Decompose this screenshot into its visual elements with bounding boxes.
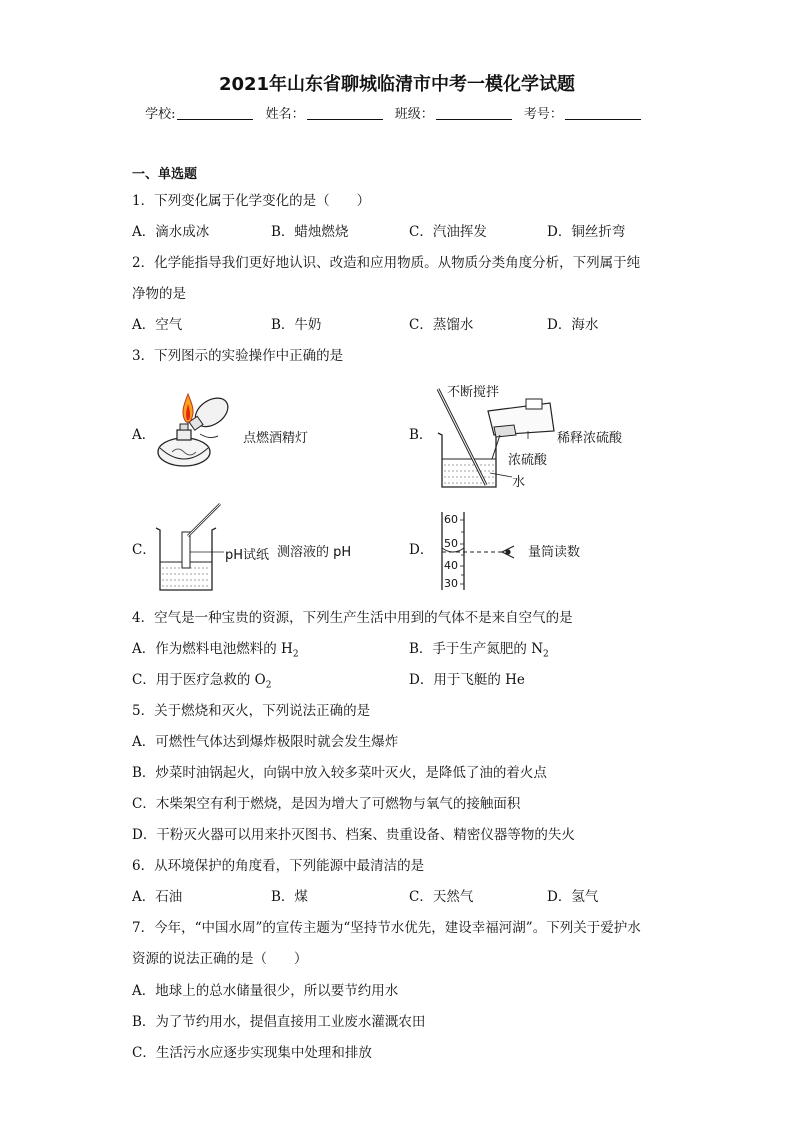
q7-option-c: C．生活污水应逐步实现集中处理和排放 [132,1045,372,1061]
q3-option-b-acid-label: 稀释浓硫酸 [557,431,623,446]
q3-option-b-acid: 浓硫酸 [508,453,548,468]
q2-option-d: D．海水 [547,317,599,333]
q3-option-d-tick-30: 30 [444,577,458,590]
q4-option-c [132,671,271,695]
q3-stem: 3．下列图示的实验操作中正确的是 [132,348,344,364]
q3-option-c-label: 测溶液的 pH [277,545,352,560]
q3-option-a-label: 点燃酒精灯 [243,431,309,446]
q3-option-d-letter: D． [409,542,434,558]
school-label: 学校: [145,107,176,122]
q3-option-c-letter: C． [132,542,156,558]
name-blank [307,107,383,120]
q7-option-b: B．为了节约用水，提倡直接用工业废水灌溉农田 [132,1014,426,1030]
q5-stem: 5．关于燃烧和灭火，下列说法正确的是 [132,703,371,719]
q6-option-c: C．天然气 [409,889,474,905]
q5-option-a: A．可燃性气体达到爆炸极限时就会发生爆炸 [132,734,399,750]
q5-option-b: B．炒菜时油锅起火，向锅中放入较多菜叶灭火，是降低了油的着火点 [132,765,547,781]
q1-option-a: A．滴水成冰 [132,224,210,240]
q3-option-a-letter: A． [132,427,156,443]
q2-option-a: A．空气 [132,317,183,333]
q5-option-c: C．木柴架空有利于燃烧，是因为增大了可燃物与氧气的接触面积 [132,796,521,812]
q4-option-c-text: C．用于医疗急救的 O [132,672,266,688]
q7-option-a: A．地球上的总水储量很少，所以要节约用水 [132,983,399,999]
q1-option-d: D．铜丝折弯 [547,224,626,240]
q4-option-d: D．用于飞艇的 He [409,672,525,688]
dilute-acid-illustration [430,385,562,495]
q4-option-b [409,640,549,664]
q2-option-c: C．蒸馏水 [409,317,474,333]
q1-stem: 1．下列变化属于化学变化的是（ ） [132,193,371,209]
name-label: 姓名： [265,107,305,122]
ph-test-illustration [152,500,232,595]
q3-option-b-stir-label: 不断搅拌 [447,385,500,400]
q7-stem-line1: 7．今年，“中国水周”的宣传主题为“坚持节水优先，建设幸福河湖”。下列关于爱护水 [132,920,641,936]
q4-option-c-sub: 2 [265,680,272,691]
q7-stem-line2: 资源的说法正确的是（ ） [132,951,308,967]
q3-option-c-paper: pH试纸 [225,548,270,563]
q1-option-c: C．汽油挥发 [409,224,487,240]
section-heading: 一、单选题 [132,167,198,182]
q4-option-b-sub: 2 [543,649,549,660]
page-title: 2021年山东省聊城临清市中考一模化学试题 [218,74,576,95]
q1-option-b: B．蜡烛燃烧 [271,224,349,240]
q4-option-a-sub: 2 [292,649,299,660]
q3-option-b-letter: B． [409,427,433,443]
q6-option-b: B．煤 [271,889,308,905]
alcohol-lamp-illustration [152,386,244,478]
q3-option-b-water: 水 [512,475,526,490]
q4-option-b-text: B．手于生产氮肥的 N [409,641,544,657]
q4-option-a [132,640,299,664]
student-info-line [0,103,794,122]
class-blank [436,107,512,120]
q4-option-a-text: A．作为燃料电池燃料的 H [132,641,293,657]
q3-option-d-tick-50: 50 [444,537,458,550]
q5-option-d: D．干粉灭火器可以用来扑灭图书、档案、贵重设备、精密仪器等物的失火 [132,827,575,843]
q3-option-d-label: 量筒读数 [528,545,581,560]
q2-stem-line2: 净物的是 [132,286,186,302]
exam-no-blank [565,107,641,120]
q4-stem: 4．空气是一种宝贵的资源，下列生产生活中用到的气体不是来自空气的是 [132,610,573,626]
school-blank [177,107,253,120]
q2-stem-line1: 2．化学能指导我们更好地认识、改造和应用物质。从物质分类角度分析，下列属于纯 [132,255,641,271]
q3-option-d-tick-60: 60 [444,513,458,526]
class-label: 班级： [394,107,434,122]
q6-option-d: D．氢气 [547,889,599,905]
q2-option-b: B．牛奶 [271,317,322,333]
exam-no-label: 考号： [523,107,563,122]
q6-stem: 6．从环境保护的角度看，下列能源中最清洁的是 [132,858,425,874]
q3-option-d-tick-40: 40 [444,559,458,572]
q6-option-a: A．石油 [132,889,183,905]
